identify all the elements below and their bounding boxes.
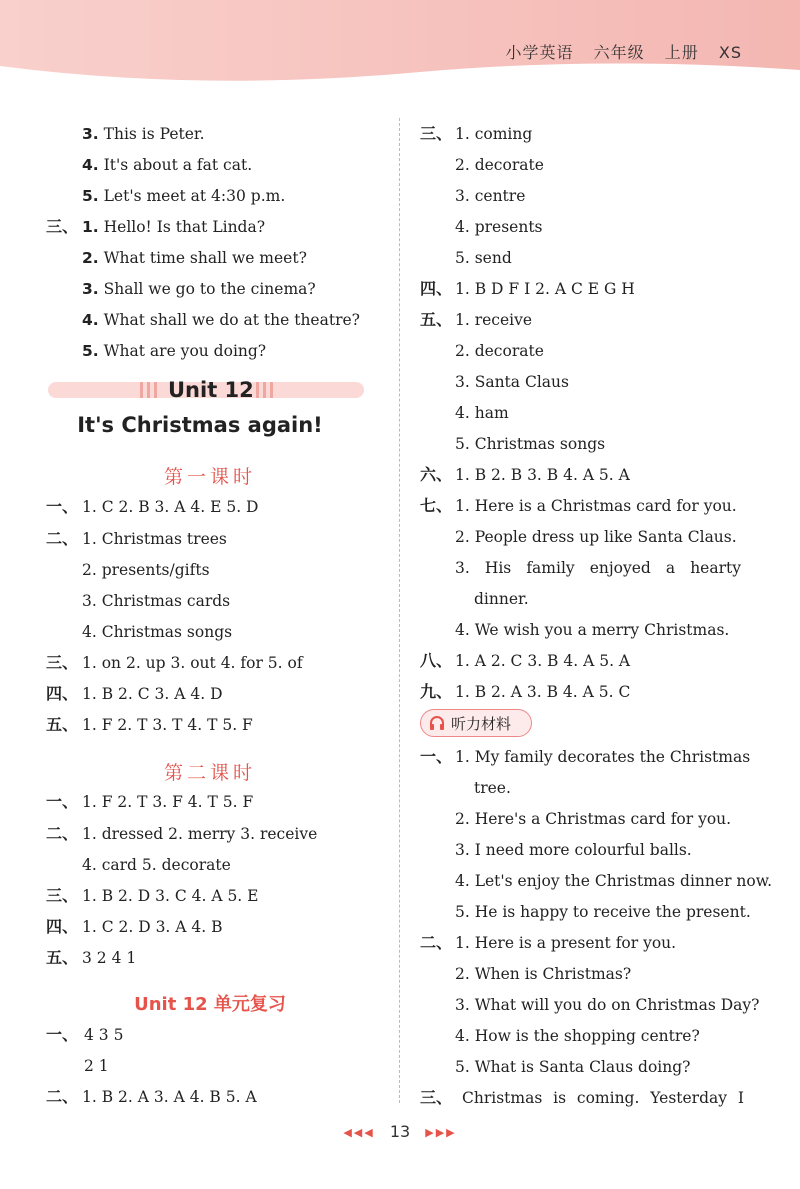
answer-line: 3. Shall we go to the cinema? <box>82 280 316 298</box>
answer-line: 2. presents/gifts <box>82 561 210 579</box>
section-marker: 一、 <box>46 792 79 811</box>
answer-line: 3. This is Peter. <box>82 125 205 143</box>
listening-label-box <box>420 709 532 737</box>
answer-line: 3 2 4 1 <box>82 949 137 967</box>
page-footer <box>0 1122 800 1141</box>
answer-line: 1. Hello! Is that Linda? <box>82 218 266 236</box>
section-marker: 五、 <box>46 948 79 967</box>
section-marker: 九、 <box>420 682 453 701</box>
answer-line: 1. B 2. B 3. B 4. A 5. A <box>455 466 630 484</box>
section-marker: 六、 <box>420 465 453 484</box>
header-grade: 六年级 <box>593 43 645 62</box>
headphones-icon <box>429 715 445 731</box>
answer-line: 5. send <box>455 249 512 267</box>
section-marker: 三、 <box>420 1088 453 1107</box>
answer-line: 3. Christmas cards <box>82 592 231 610</box>
section-marker: 八、 <box>420 651 453 670</box>
section-marker: 七、 <box>420 496 453 515</box>
answer-line: 1. B 2. C 3. A 4. D <box>82 685 223 703</box>
answer-line: 1. Christmas trees <box>82 530 227 548</box>
script-line: 2. Here's a Christmas card for you. <box>455 810 732 828</box>
answer-line: 1. Here is a Christmas card for you. <box>455 497 737 515</box>
next-arrows-icon: ▶▶▶ <box>425 1126 457 1139</box>
script-line: 2. When is Christmas? <box>455 965 632 983</box>
header-subject: 小学英语 <box>505 43 574 62</box>
answer-line: 5. What are you doing? <box>82 342 267 360</box>
section-marker: 四、 <box>46 684 79 703</box>
script-line: 5. He is happy to receive the present. <box>455 903 751 921</box>
prev-arrows-icon: ◀◀◀ <box>343 1126 375 1139</box>
answer-line: 1. F 2. T 3. F 4. T 5. F <box>82 793 254 811</box>
answer-line: 4. presents <box>455 218 543 236</box>
answer-line: 2. People dress up like Santa Claus. <box>455 528 737 546</box>
answer-line: dinner. <box>474 590 529 608</box>
section-marker: 二、 <box>46 529 79 548</box>
script-line: 1. My family decorates the Christmas <box>455 748 751 766</box>
answer-line: 2. decorate <box>455 342 544 360</box>
script-line: 4. Let's enjoy the Christmas dinner now. <box>455 872 773 890</box>
answer-line: 3. Santa Claus <box>455 373 569 391</box>
answer-line: 4 3 5 <box>84 1026 124 1044</box>
answer-line: 4. card 5. decorate <box>82 856 231 874</box>
section-marker: 二、 <box>46 1087 79 1106</box>
section-marker: 五、 <box>46 715 79 734</box>
header-volume: 上册 <box>664 43 699 62</box>
section-marker: 四、 <box>46 917 79 936</box>
answer-line: 4. We wish you a merry Christmas. <box>455 621 730 639</box>
section-marker: 三、 <box>46 886 79 905</box>
answer-line: 2 1 <box>84 1057 109 1075</box>
script-line: 1. Here is a present for you. <box>455 934 677 952</box>
section-marker: 三、 <box>420 124 453 143</box>
script-line: 5. What is Santa Claus doing? <box>455 1058 691 1076</box>
answer-line: 5. Christmas songs <box>455 435 606 453</box>
answer-line: 1. C 2. B 3. A 4. E 5. D <box>82 498 259 516</box>
answer-line: 1. B 2. D 3. C 4. A 5. E <box>82 887 259 905</box>
script-line: 3. I need more colourful balls. <box>455 841 692 859</box>
section-marker: 四、 <box>420 279 453 298</box>
answer-line: 2. decorate <box>455 156 544 174</box>
script-line: 4. How is the shopping centre? <box>455 1027 700 1045</box>
answer-line: 4. ham <box>455 404 509 422</box>
answer-line: 1. B 2. A 3. B 4. A 5. C <box>455 683 631 701</box>
answer-line: 4. What shall we do at the theatre? <box>82 311 360 329</box>
section-marker: 五、 <box>420 310 453 329</box>
page-number: 13 <box>389 1122 411 1141</box>
answer-line: 1. A 2. C 3. B 4. A 5. A <box>455 652 631 670</box>
answer-line: 3. His family enjoyed a hearty <box>455 559 741 577</box>
answer-line: 4. Christmas songs <box>82 623 233 641</box>
answer-line: 4. It's about a fat cat. <box>82 156 253 174</box>
answer-line: 1. F 2. T 3. T 4. T 5. F <box>82 716 253 734</box>
listening-label: 听力材料 <box>451 715 512 733</box>
answer-line: 1. C 2. D 3. A 4. B <box>82 918 223 936</box>
unit-subtitle: It's Christmas again! <box>77 413 323 437</box>
header-edition: XS <box>718 43 742 62</box>
section-marker: 三、 <box>46 653 79 672</box>
answer-line: 1. B 2. A 3. A 4. B 5. A <box>82 1088 257 1106</box>
answer-line: 1. receive <box>455 311 533 329</box>
review-title: Unit 12 单元复习 <box>134 994 286 1015</box>
section-marker: 一、 <box>46 1025 79 1044</box>
section-marker: 一、 <box>420 747 453 766</box>
header-info <box>492 40 742 63</box>
lesson-title: 第一课时 <box>163 466 256 488</box>
answer-line: 2. What time shall we meet? <box>82 249 307 267</box>
answer-line: 5. Let's meet at 4:30 p.m. <box>82 187 286 205</box>
script-line: Christmas is coming. Yesterday I <box>462 1089 744 1107</box>
script-line: tree. <box>474 779 511 797</box>
answer-line: 1. B D F I 2. A C E G H <box>455 280 635 298</box>
answer-line: 3. centre <box>455 187 526 205</box>
section-marker: 二、 <box>46 824 79 843</box>
section-marker: 二、 <box>420 933 453 952</box>
answer-line: 1. dressed 2. merry 3. receive <box>82 825 318 843</box>
answer-line: 1. coming <box>455 125 533 143</box>
column-divider <box>399 118 400 1103</box>
section-marker: 三、 <box>46 217 79 236</box>
lesson-title: 第二课时 <box>163 762 256 784</box>
answer-line: 1. on 2. up 3. out 4. for 5. of <box>82 654 303 672</box>
script-line: 3. What will you do on Christmas Day? <box>455 996 760 1014</box>
unit-title: Unit 12 <box>168 378 254 402</box>
section-marker: 一、 <box>46 497 79 516</box>
